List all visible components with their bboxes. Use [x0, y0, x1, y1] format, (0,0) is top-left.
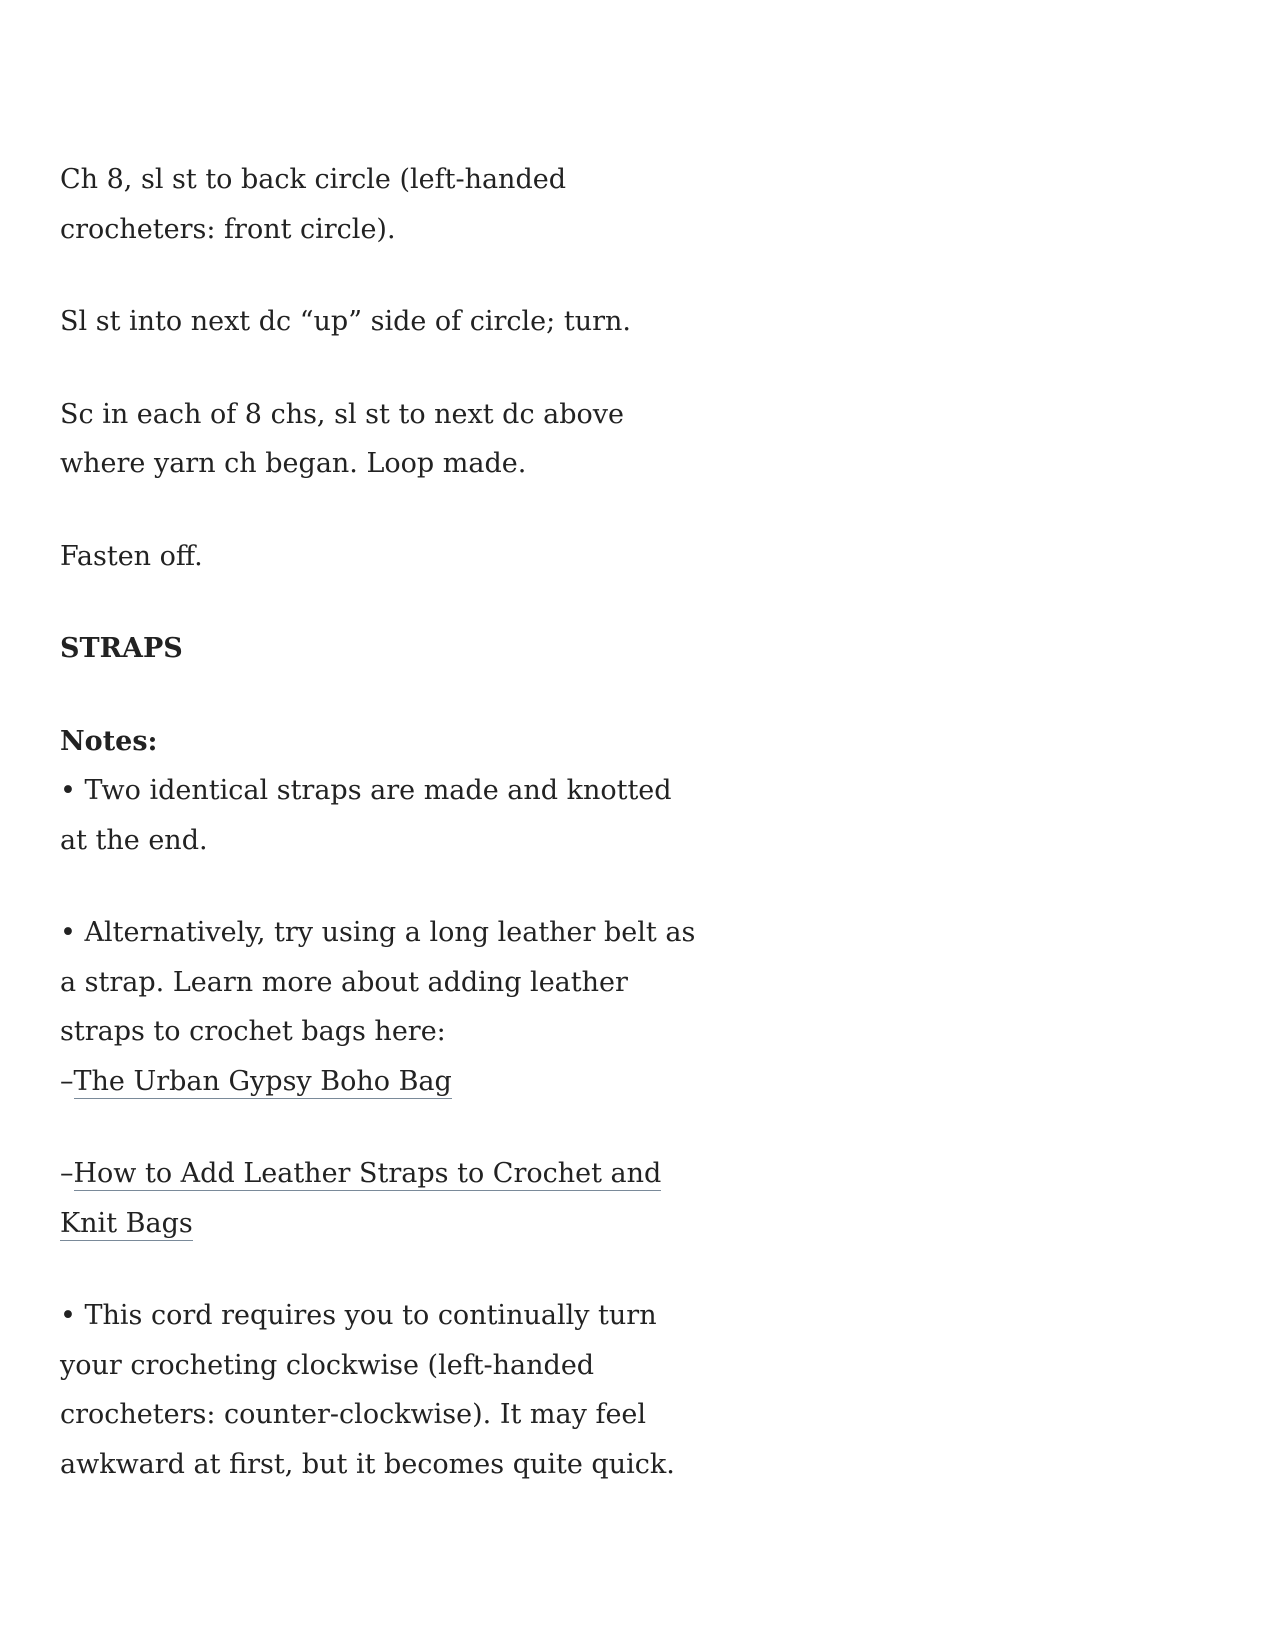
- text-line: awkward at first, but it becomes quite quick.: [60, 1448, 675, 1480]
- text-line: a strap. Learn more about adding leather: [60, 966, 628, 998]
- text-line: crocheters: counter-clockwise). It may feel: [60, 1399, 647, 1430]
- text-line: • Two identical straps are made and knotted: [60, 775, 672, 806]
- link-urban-gypsy-boho-bag[interactable]: The Urban Gypsy Boho Bag: [73, 1065, 452, 1097]
- text-line: your crocheting clockwise (left-handed: [60, 1349, 595, 1381]
- notes-bullet-1: [60, 717, 672, 866]
- notes-bullet-2: [60, 908, 696, 1106]
- text-line: • This cord requires you to continually turn: [60, 1300, 657, 1331]
- notes-bullet-3: [60, 1291, 675, 1489]
- text-line: at the end.: [60, 824, 208, 856]
- link-leather-straps-line2[interactable]: Knit Bags: [60, 1207, 193, 1239]
- document-body: [60, 155, 696, 1532]
- paragraph-slip-stitch: [60, 297, 660, 347]
- link-line: [60, 1149, 660, 1199]
- link-paragraph-leather-straps: [60, 1149, 660, 1248]
- link-line: [60, 1199, 660, 1249]
- paragraph-fasten-off: [60, 532, 660, 582]
- dash-prefix: –: [60, 1158, 74, 1189]
- text-line: Ch 8, sl st to back circle (left-handed: [60, 164, 566, 195]
- notes-label: Notes:: [60, 725, 158, 757]
- text-line: where yarn ch began. Loop made.: [60, 448, 527, 479]
- paragraph-chain-loop: [60, 155, 660, 254]
- link-line: [60, 1057, 660, 1107]
- section-heading-straps: STRAPS: [60, 633, 183, 664]
- text-line: • Alternatively, try using a long leather belt as: [60, 917, 696, 948]
- text-line: Sc in each of 8 chs, sl st to next dc above: [60, 398, 625, 430]
- text-line: Sl st into next dc “up” side of circle; turn.: [60, 306, 631, 337]
- link-leather-straps-line1[interactable]: How to Add Leather Straps to Crochet and: [73, 1158, 662, 1189]
- text-line: straps to crochet bags here:: [60, 1016, 446, 1047]
- dash-prefix: –: [60, 1065, 74, 1097]
- text-line: Fasten off.: [60, 540, 203, 572]
- paragraph-single-crochet: [60, 390, 660, 489]
- text-line: crocheters: front circle).: [60, 213, 396, 245]
